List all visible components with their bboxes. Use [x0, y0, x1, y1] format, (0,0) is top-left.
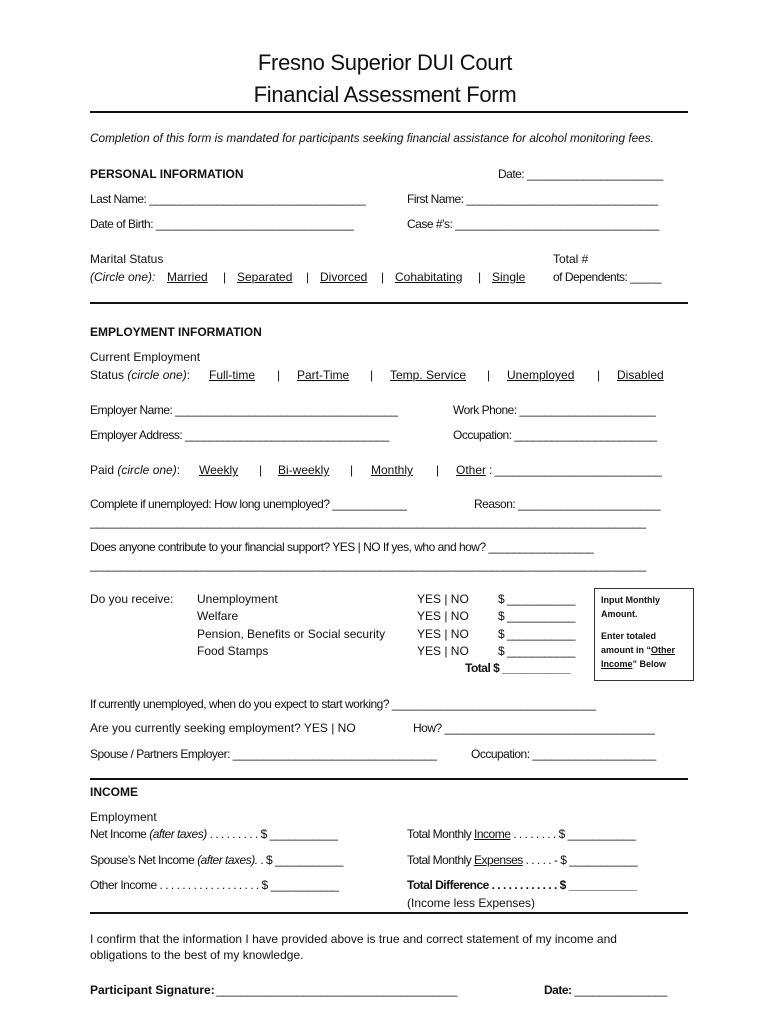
total-monthly-income-field[interactable]: Total Monthly Income . . . . . . . . $ ___________ [407, 827, 636, 841]
status-option-full-time[interactable]: Full-time [209, 368, 256, 382]
benefit-pension: Pension, Benefits or Social security [197, 627, 386, 641]
spouse-net-income-field[interactable]: Spouse’s Net Income (after taxes). . $ ___________ [90, 853, 343, 867]
other-income-field[interactable]: Other Income . . . . . . . . . . . . . . . . . . $ ___________ [90, 878, 339, 892]
amount-pension[interactable]: $ ___________ [498, 627, 575, 641]
start-work-field[interactable]: If currently unemployed, when do you expect to start working? _________________________________ [90, 697, 596, 711]
spouse-occupation-field[interactable]: Occupation: ____________________ [471, 747, 656, 761]
status-label: Status (circle one): [90, 368, 191, 382]
title-line-1: Fresno Superior DUI Court [257, 50, 513, 75]
marital-option-married[interactable]: Married [167, 270, 208, 284]
total-difference-field[interactable]: Total Difference . . . . . . . . . . . . $ ___________ [407, 878, 637, 892]
work-phone-field[interactable]: Work Phone: ______________________ [453, 403, 656, 417]
separator: | [370, 368, 374, 382]
marital-option-divorced[interactable]: Divorced [320, 270, 368, 284]
seeking-employment-question[interactable]: Are you currently seeking employment? YES | NO [90, 721, 356, 735]
section-divider [90, 778, 688, 780]
separator: | [436, 463, 440, 477]
status-option-unemployed[interactable]: Unemployed [507, 368, 575, 382]
marital-option-cohabitating[interactable]: Cohabitating [395, 270, 463, 284]
spouse-employer-field[interactable]: Spouse / Partners Employer: _________________________________ [90, 747, 437, 761]
section-divider [90, 302, 688, 304]
total-label: Total # [553, 252, 589, 266]
contribute-continuation-line[interactable]: __________________________________________________________________________________________ [90, 558, 646, 572]
benefit-food-stamps: Food Stamps [197, 644, 269, 658]
employment-heading: EMPLOYMENT INFORMATION [90, 325, 262, 339]
separator: | [259, 463, 263, 477]
title-line-2: Financial Assessment Form [253, 82, 517, 107]
confirmation-line-1: I confirm that the information I have provided above is true and correct statement of my income and [90, 932, 617, 946]
yes-no-unemployment[interactable]: YES | NO [417, 592, 469, 606]
separator: | [381, 270, 385, 284]
seeking-how-field[interactable]: How? __________________________________ [413, 721, 655, 735]
amount-food-stamps[interactable]: $ ___________ [498, 644, 575, 658]
marital-option-single[interactable]: Single [492, 270, 526, 284]
receive-label: Do you receive: [90, 592, 174, 606]
paid-option-monthly[interactable]: Monthly [371, 463, 414, 477]
benefits-total-field[interactable]: Total $ ___________ [465, 661, 571, 675]
employer-name-field[interactable]: Employer Name: ____________________________________ [90, 403, 398, 417]
status-option-part-time[interactable]: Part-Time [297, 368, 350, 382]
date-field[interactable]: Date: ______________________ [498, 167, 663, 181]
reason-continuation-line[interactable]: __________________________________________________________________________________________ [90, 515, 646, 529]
signature-date-field[interactable]: Date: _______________ [544, 983, 667, 997]
marital-circle-one: (Circle one): [90, 270, 156, 284]
employment-income-label: Employment [90, 810, 157, 824]
contribute-question[interactable]: Does anyone contribute to your financial support? YES | NO If yes, who and how? _________________ [90, 540, 594, 554]
personal-heading: PERSONAL INFORMATION [90, 167, 244, 181]
current-employment-label: Current Employment [90, 350, 201, 364]
status-option-disabled[interactable]: Disabled [617, 368, 664, 382]
net-income-field[interactable]: Net Income (after taxes) . . . . . . . . . $ ___________ [90, 827, 338, 841]
confirmation-line-2: obligations to the best of my knowledge. [90, 948, 304, 962]
marital-option-separated[interactable]: Separated [237, 270, 293, 284]
total-monthly-expenses-field[interactable]: Total Monthly Expenses . . . . . - $ ___________ [407, 853, 638, 867]
paid-option-weekly[interactable]: Weekly [199, 463, 239, 477]
separator: | [223, 270, 227, 284]
separator: | [487, 368, 491, 382]
last-name-field[interactable]: Last Name: ___________________________________ [90, 192, 366, 206]
separator: | [277, 368, 281, 382]
unemployed-duration-field[interactable]: Complete if unemployed: How long unemployed? ____________ [90, 497, 407, 511]
separator: | [306, 270, 310, 284]
monthly-amount-note: Input Monthly Amount. Enter totaled amount in “Other Income” Below [594, 588, 694, 681]
dependents-field[interactable]: of Dependents: _____ [553, 270, 662, 284]
status-option-temp-service[interactable]: Temp. Service [390, 368, 467, 382]
income-less-expenses-note: (Income less Expenses) [407, 896, 536, 910]
paid-option-other[interactable]: Other [456, 463, 487, 477]
first-name-field[interactable]: First Name: _______________________________ [407, 192, 658, 206]
paid-label: Paid (circle one): [90, 463, 181, 477]
income-heading: INCOME [90, 785, 138, 799]
employer-address-field[interactable]: Employer Address: _________________________________ [90, 428, 389, 442]
intro-text: Completion of this form is mandated for participants seeking financial assistance for alcohol monitoring fees. [90, 131, 654, 145]
amount-unemployment[interactable]: $ ___________ [498, 592, 575, 606]
marital-label: Marital Status [90, 252, 164, 266]
occupation-field[interactable]: Occupation: _______________________ [453, 428, 657, 442]
section-divider [90, 912, 688, 914]
yes-no-welfare[interactable]: YES | NO [417, 609, 469, 623]
dob-field[interactable]: Date of Birth: ________________________________ [90, 217, 354, 231]
separator: | [478, 270, 482, 284]
title-divider [90, 111, 688, 113]
benefit-welfare: Welfare [197, 609, 239, 623]
unemployed-reason-field[interactable]: Reason: _______________________ [474, 497, 661, 511]
case-field[interactable]: Case #’s: _________________________________ [407, 217, 659, 231]
separator: | [597, 368, 601, 382]
signature-label: Participant Signature: [90, 983, 215, 997]
amount-welfare[interactable]: $ ___________ [498, 609, 575, 623]
yes-no-food-stamps[interactable]: YES | NO [417, 644, 469, 658]
yes-no-pension[interactable]: YES | NO [417, 627, 469, 641]
paid-option-bi-weekly[interactable]: Bi-weekly [278, 463, 330, 477]
benefit-unemployment: Unemployment [197, 592, 278, 606]
paid-other-field[interactable]: : ___________________________ [489, 463, 662, 477]
separator: | [350, 463, 354, 477]
signature-field[interactable]: _______________________________________ [216, 983, 457, 997]
